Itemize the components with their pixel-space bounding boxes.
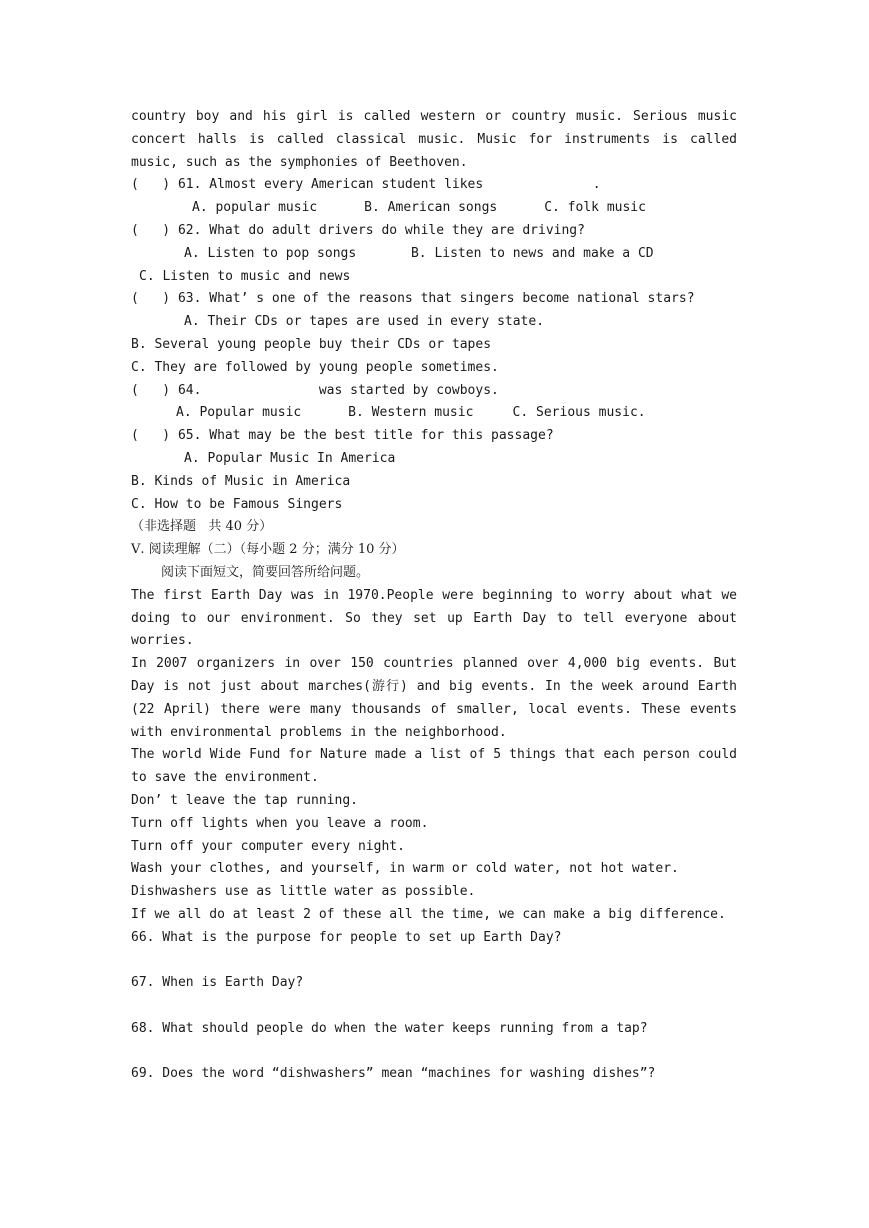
reading-line: Wash your clothes, and yourself, in warm or cold water, not hot water. [131, 861, 679, 877]
question-61-stem: ( ) 61. Almost every American student likes . [131, 177, 601, 193]
reading-line: worries. [131, 633, 194, 649]
question-64-stem: ( ) 64. was started by cowboys. [131, 382, 499, 398]
question-63-stem: ( ) 63. What’ s one of the reasons that singers become national stars? [131, 291, 695, 307]
question-65-stem: ( ) 65. What may be the best title for this passage? [131, 428, 554, 444]
reading-line: doing to our environment. So they set up Earth Day to tell everyone about [131, 610, 737, 626]
question-69: 69. Does the word “dishwashers” mean “machines for washing dishes”? [131, 1066, 656, 1082]
question-63-option-b: B. Several young people buy their CDs or tapes [131, 336, 492, 352]
question-66: 66. What is the purpose for people to set up Earth Day? [131, 929, 562, 945]
reading-line: with environmental problems in the neighborhood. [131, 724, 507, 740]
reading-line: Turn off lights when you leave a room. [131, 815, 429, 831]
passage-line: country boy and his girl is called western or country music. Serious music [131, 109, 737, 124]
passage-line: concert halls is called classical music. Music for instruments is called [131, 131, 737, 147]
reading-line: (22 April) there were many thousands of smaller, local events. These events [131, 701, 737, 717]
passage-line: music, such as the symphonies of Beethoven. [131, 154, 468, 170]
reading-line: Don’ t leave the tap running. [131, 792, 358, 808]
reading-line: Turn off your computer every night. [131, 838, 405, 854]
question-65-option-a: A. Popular Music In America [184, 450, 396, 466]
reading-line: In 2007 organizers in over 150 countries planned over 4,000 big events. But [131, 656, 737, 672]
reading-line: If we all do at least 2 of these all the time, we can make a big difference. [131, 906, 726, 922]
reading-line: The world Wide Fund for Nature made a list of 5 things that each person could [131, 747, 737, 763]
section-v-instruction: 阅读下面短文，简要回答所给问题。 [161, 564, 370, 580]
question-67: 67. When is Earth Day? [131, 975, 304, 991]
reading-line: to save the environment. [131, 770, 319, 786]
reading-line: The first Earth Day was in 1970.People were beginning to worry about what we [131, 587, 737, 603]
question-61-options: A. popular music B. American songs C. folk music [192, 200, 646, 216]
question-62-stem: ( ) 62. What do adult drivers do while they are driving? [131, 222, 585, 238]
question-62-option-c: C. Listen to music and news [139, 268, 351, 284]
question-63-option-c: C. They are followed by young people sometimes. [131, 359, 499, 375]
question-63-option-a: A. Their CDs or tapes are used in every state. [184, 314, 545, 330]
question-64-options: A. Popular music B. Western music C. Serious music. [176, 405, 646, 421]
document-page [131, 106, 737, 1086]
reading-line: Dishwashers use as little water as possible. [131, 884, 476, 900]
question-65-option-b: B. Kinds of Music in America [131, 473, 351, 489]
reading-line: Day is not just about marches(游行) and big events. In the week around Earth [131, 678, 737, 694]
section-header: （非选择题 共 40 分） [131, 519, 273, 535]
section-v-title: Ⅴ. 阅读理解（二）（每小题 2 分；满分 10 分） [131, 542, 405, 558]
question-68: 68. What should people do when the water keeps running from a tap? [131, 1020, 648, 1036]
question-65-option-c: C. How to be Famous Singers [131, 496, 343, 512]
question-62-options: A. Listen to pop songs B. Listen to news and make a CD [184, 245, 654, 261]
